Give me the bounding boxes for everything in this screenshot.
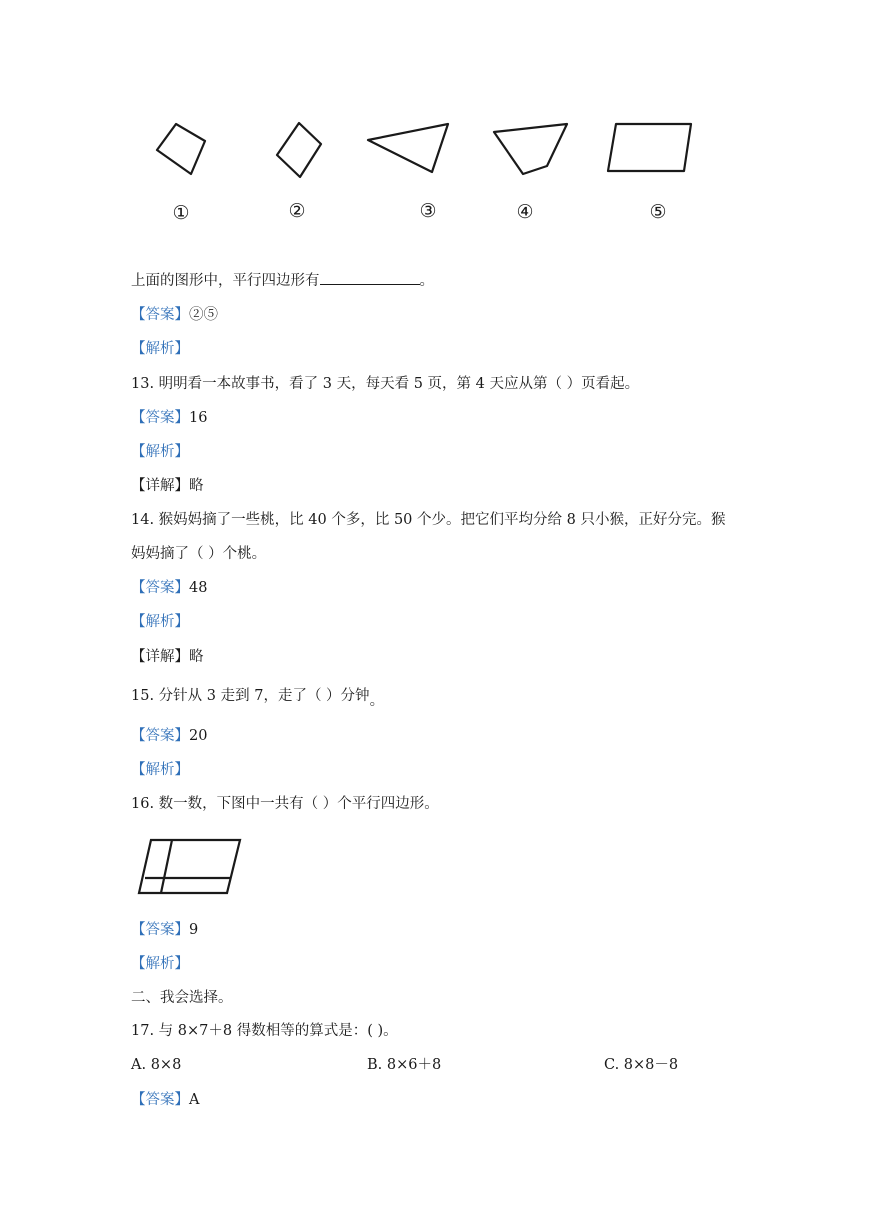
answer-value: 20 — [189, 728, 208, 744]
slanted-divider — [161, 840, 172, 893]
answer-value: 48 — [189, 580, 208, 596]
q14-stem-line2: 妈妈摘了（ ）个桃。 — [131, 546, 267, 562]
q12-blank — [320, 270, 420, 285]
section-title: 二、我会选择。 — [131, 990, 233, 1006]
analysis-tag: 【解析】 — [131, 614, 189, 630]
q13-analysis — [131, 442, 189, 462]
q14-stem-line1: 14. 猴妈妈摘了一些桃，比 40 个多，比 50 个少。把它们平均分给 8 只小猴，正好分完。猴 — [131, 512, 726, 528]
detail-tag: 【详解】 — [131, 478, 189, 494]
analysis-tag: 【解析】 — [131, 341, 189, 357]
shapes-figure — [0, 0, 869, 240]
shape-2-parallelogram — [277, 123, 321, 177]
q17-stem: 17. 与 8×7＋8 得数相等的算式是：( )。 — [131, 1023, 398, 1039]
shape-3-triangle — [368, 124, 448, 172]
shape-5-parallelogram — [608, 124, 691, 171]
analysis-tag: 【解析】 — [131, 956, 189, 972]
answer-tag: 【答案】 — [131, 922, 189, 938]
q16-parallelogram-figure — [135, 835, 245, 897]
shape-4-quadrilateral — [494, 124, 567, 174]
q17-option-c: C. 8×8－8 — [604, 1057, 679, 1073]
answer-value: A — [189, 1092, 200, 1108]
analysis-tag: 【解析】 — [131, 762, 189, 778]
answer-tag: 【答案】 — [131, 307, 189, 323]
answer-tag: 【答案】 — [131, 1092, 189, 1108]
q14-analysis — [131, 612, 189, 632]
q14-answer — [131, 578, 207, 598]
answer-value: 16 — [189, 410, 208, 426]
q16-answer — [131, 920, 198, 940]
q17-answer — [131, 1090, 199, 1110]
shape-label-3: ③ — [419, 200, 437, 222]
q13-stem: 13. 明明看一本故事书，看了 3 天，每天看 5 页，第 4 天应从第（ ）页看起。 — [131, 376, 640, 392]
q17-option-b: B. 8×6＋8 — [367, 1057, 442, 1073]
q12-answer — [131, 305, 218, 325]
answer-value: ②⑤ — [189, 307, 218, 323]
answer-tag: 【答案】 — [131, 410, 189, 426]
q13-detail — [131, 476, 204, 496]
shape-label-4: ④ — [516, 201, 534, 223]
q15-analysis — [131, 760, 189, 780]
answer-value: 9 — [189, 922, 199, 938]
q12-analysis — [131, 339, 189, 359]
q17-option-a: A. 8×8 — [131, 1057, 182, 1073]
answer-tag: 【答案】 — [131, 728, 189, 744]
detail-tag: 【详解】 — [131, 649, 189, 665]
analysis-tag: 【解析】 — [131, 444, 189, 460]
q15-stem: 15. 分针从 3 走到 7，走了（ ）分钟。 — [131, 688, 385, 709]
shape-label-2: ② — [288, 200, 306, 222]
detail-value: 略 — [189, 478, 204, 494]
q15-answer — [131, 726, 207, 746]
q14-detail — [131, 647, 204, 667]
shape-label-1: ① — [172, 202, 190, 224]
shape-1-quadrilateral — [157, 124, 205, 174]
q16-stem: 16. 数一数，下图中一共有（ ）个平行四边形。 — [131, 796, 439, 812]
detail-value: 略 — [189, 649, 204, 665]
answer-tag: 【答案】 — [131, 580, 189, 596]
q12-stem: 上面的图形中，平行四边形有 。 — [131, 270, 434, 291]
outer-parallelogram — [139, 840, 240, 893]
q16-analysis — [131, 954, 189, 974]
q13-answer — [131, 408, 207, 428]
shape-label-5: ⑤ — [649, 201, 667, 223]
